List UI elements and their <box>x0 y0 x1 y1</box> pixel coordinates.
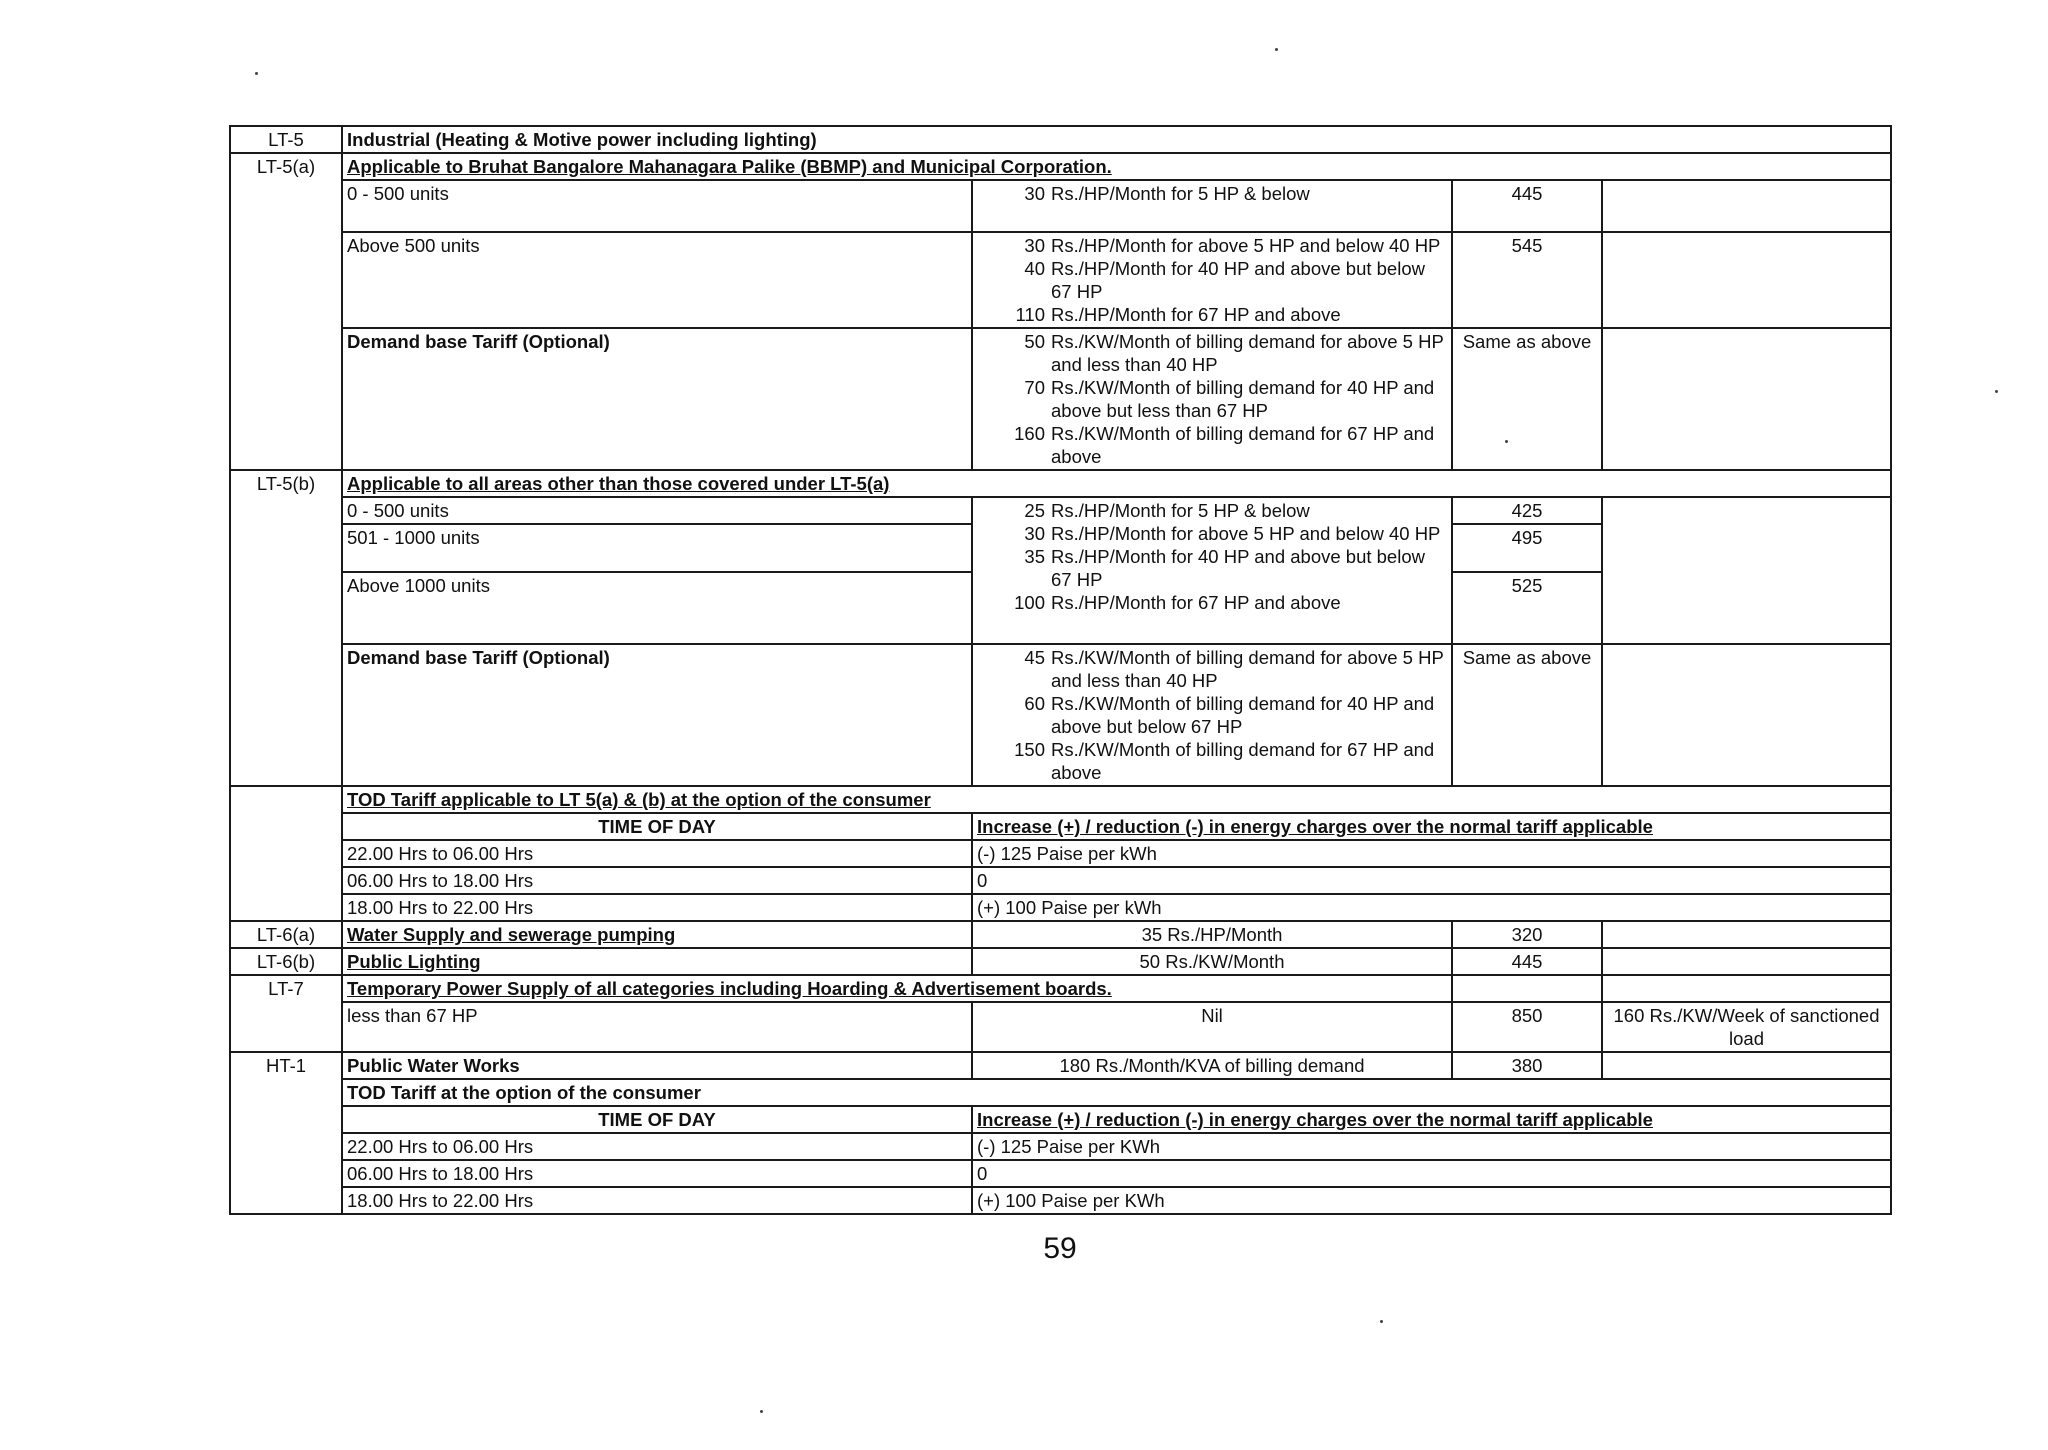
empty-cell <box>1602 497 1891 644</box>
energy-rate-cell: 380 <box>1452 1052 1602 1079</box>
tariff-code: LT-6(b) <box>230 948 342 975</box>
table-row <box>230 1079 1891 1106</box>
fixed-charge-line: 35 Rs./HP/Month for 40 HP and above but below 67 HP <box>1024 546 1425 590</box>
table-row <box>230 644 1891 786</box>
tariff-code: LT-5(a) <box>230 153 342 470</box>
empty-cell <box>1602 180 1891 232</box>
category-heading: Applicable to all areas other than those covered under LT-5(a) <box>342 470 1891 497</box>
tariff-table <box>229 125 1892 1215</box>
tod-change-header: Increase (+) / reduction (-) in energy charges over the normal tariff applicable <box>972 813 1891 840</box>
fixed-charge-line: 160 Rs./KW/Month of billing demand for 67 HP and above <box>1014 423 1435 467</box>
empty-cell <box>1602 644 1891 786</box>
slab-cell: Demand base Tariff (Optional) <box>342 644 972 786</box>
category-heading: Industrial (Heating & Motive power including lighting) <box>342 126 1891 153</box>
table-row <box>230 894 1891 921</box>
fixed-charge-line: 25 Rs./HP/Month for 5 HP & below <box>1024 500 1310 521</box>
table-row <box>230 1187 1891 1214</box>
fixed-text: Rs./HP/Month <box>1167 924 1283 945</box>
scan-speck <box>255 72 258 75</box>
empty-cell <box>1602 921 1891 948</box>
fixed-charge-cell <box>972 328 1452 470</box>
table-row <box>230 328 1891 470</box>
fixed-charge-cell <box>972 180 1452 232</box>
fixed-charge-line: 40 Rs./HP/Month for 40 HP and above but below 67 HP <box>1024 258 1425 302</box>
tariff-code: LT-7 <box>230 975 342 1052</box>
table-row <box>230 975 1891 1002</box>
tariff-code: LT-6(a) <box>230 921 342 948</box>
tod-change-cell: (-) 125 Paise per kWh <box>972 840 1891 867</box>
table-row <box>230 153 1891 180</box>
tod-time-header: TIME OF DAY <box>342 813 972 840</box>
empty-code-cell <box>230 786 342 921</box>
slab-cell: 0 - 500 units <box>342 497 972 524</box>
fixed-charge-line: 30 Rs./HP/Month for 5 HP & below <box>1024 183 1310 204</box>
scan-speck <box>760 1410 763 1413</box>
table-row <box>230 470 1891 497</box>
fixed-charge-line: 110 Rs./HP/Month for 67 HP and above <box>1015 304 1341 325</box>
empty-cell <box>1602 232 1891 328</box>
table-row <box>230 1160 1891 1187</box>
fixed-charge-line: 30 Rs./HP/Month for above 5 HP and below 40 HP <box>1024 523 1441 544</box>
energy-rate-cell: 850 <box>1452 1002 1602 1052</box>
tariff-code: HT-1 <box>230 1052 342 1214</box>
slab-cell: 501 - 1000 units <box>342 524 972 572</box>
energy-rate-cell: 495 <box>1452 524 1602 572</box>
table-row <box>230 1002 1891 1052</box>
energy-rate-cell: 445 <box>1452 948 1602 975</box>
tod-change-cell: (+) 100 Paise per kWh <box>972 894 1891 921</box>
table-row <box>230 232 1891 328</box>
fixed-charge-cell <box>972 948 1452 975</box>
fixed-charge-cell: Nil <box>972 1002 1452 1052</box>
tod-change-cell: (+) 100 Paise per KWh <box>972 1187 1891 1214</box>
slab-cell: Above 1000 units <box>342 572 972 644</box>
fixed-amount: 50 <box>1139 951 1161 972</box>
tod-title: TOD Tariff applicable to LT 5(a) & (b) at the option of the consumer <box>342 786 1891 813</box>
tod-time-cell: 06.00 Hrs to 18.00 Hrs <box>342 1160 972 1187</box>
tod-change-cell: (-) 125 Paise per KWh <box>972 1133 1891 1160</box>
slab-cell: Above 500 units <box>342 232 972 328</box>
category-heading: Public Water Works <box>342 1052 972 1079</box>
table-row <box>230 126 1891 153</box>
slab-cell: Demand base Tariff (Optional) <box>342 328 972 470</box>
category-heading: Applicable to Bruhat Bangalore Mahanagara Palike (BBMP) and Municipal Corporation. <box>342 153 1891 180</box>
fixed-charge-cell <box>972 1052 1452 1079</box>
tod-time-cell: 22.00 Hrs to 06.00 Hrs <box>342 840 972 867</box>
table-row <box>230 1133 1891 1160</box>
empty-cell <box>1602 1052 1891 1079</box>
energy-rate-cell: Same as above <box>1452 328 1602 470</box>
fixed-amount: 35 <box>1141 924 1163 945</box>
energy-rate-cell: 445 <box>1452 180 1602 232</box>
tariff-code: LT-5 <box>230 126 342 153</box>
energy-rate-cell: 545 <box>1452 232 1602 328</box>
scan-speck <box>1505 440 1508 443</box>
tod-time-cell: 06.00 Hrs to 18.00 Hrs <box>342 867 972 894</box>
energy-rate-cell: 425 <box>1452 497 1602 524</box>
fixed-text: Rs./KW/Month <box>1165 951 1285 972</box>
fixed-amount: 180 <box>1059 1055 1091 1076</box>
fixed-charge-cell <box>972 232 1452 328</box>
tod-time-cell: 18.00 Hrs to 22.00 Hrs <box>342 1187 972 1214</box>
tod-time-header: TIME OF DAY <box>342 1106 972 1133</box>
fixed-charge-cell <box>972 644 1452 786</box>
page-number: 59 <box>1043 1232 1077 1265</box>
scan-speck <box>1275 48 1278 51</box>
fixed-charge-line: 45 Rs./KW/Month of billing demand for above 5 HP and less than 40 HP <box>1024 647 1444 691</box>
scan-speck <box>1380 1320 1383 1323</box>
table-row <box>230 867 1891 894</box>
fixed-charge-cell <box>972 921 1452 948</box>
tod-title: TOD Tariff at the option of the consumer <box>342 1079 1891 1106</box>
fixed-charge-line: 70 Rs./KW/Month of billing demand for 40 HP and above but less than 67 HP <box>1024 377 1435 421</box>
tod-change-header: Increase (+) / reduction (-) in energy charges over the normal tariff applicable <box>972 1106 1891 1133</box>
table-row <box>230 497 1891 524</box>
fixed-charge-line: 100 Rs./HP/Month for 67 HP and above <box>1014 592 1341 613</box>
slab-cell: 0 - 500 units <box>342 180 972 232</box>
category-heading: Water Supply and sewerage pumping <box>342 921 972 948</box>
scan-speck <box>1995 390 1998 393</box>
fixed-charge-line: 50 Rs./KW/Month of billing demand for above 5 HP and less than 40 HP <box>1024 331 1444 375</box>
empty-cell <box>1452 975 1602 1002</box>
tod-change-cell: 0 <box>972 1160 1891 1187</box>
fixed-text: Rs./Month/KVA of billing demand <box>1095 1055 1365 1076</box>
fixed-charge-line: 30 Rs./HP/Month for above 5 HP and below 40 HP <box>1024 235 1441 256</box>
table-row <box>230 786 1891 813</box>
empty-cell <box>1602 975 1891 1002</box>
table-row <box>230 180 1891 232</box>
table-row <box>230 813 1891 840</box>
table-row <box>230 921 1891 948</box>
extra-charge-cell: 160 Rs./KW/Week of sanctioned load <box>1602 1002 1891 1052</box>
empty-cell <box>1602 328 1891 470</box>
tariff-code: LT-5(b) <box>230 470 342 786</box>
energy-rate-cell: Same as above <box>1452 644 1602 786</box>
slab-cell: less than 67 HP <box>342 1002 972 1052</box>
energy-rate-cell: 320 <box>1452 921 1602 948</box>
table-row <box>230 840 1891 867</box>
tod-time-cell: 22.00 Hrs to 06.00 Hrs <box>342 1133 972 1160</box>
tod-change-cell: 0 <box>972 867 1891 894</box>
energy-rate-cell: 525 <box>1452 572 1602 644</box>
table-row <box>230 1052 1891 1079</box>
fixed-charge-cell <box>972 497 1452 644</box>
fixed-charge-line: 60 Rs./KW/Month of billing demand for 40 HP and above but below 67 HP <box>1024 693 1435 737</box>
table-row <box>230 1106 1891 1133</box>
category-heading: Temporary Power Supply of all categories including Hoarding & Advertisement boards. <box>342 975 1452 1002</box>
fixed-charge-line: 150 Rs./KW/Month of billing demand for 67 HP and above <box>1014 739 1435 783</box>
table-row <box>230 948 1891 975</box>
tod-time-cell: 18.00 Hrs to 22.00 Hrs <box>342 894 972 921</box>
category-heading: Public Lighting <box>342 948 972 975</box>
empty-cell <box>1602 948 1891 975</box>
